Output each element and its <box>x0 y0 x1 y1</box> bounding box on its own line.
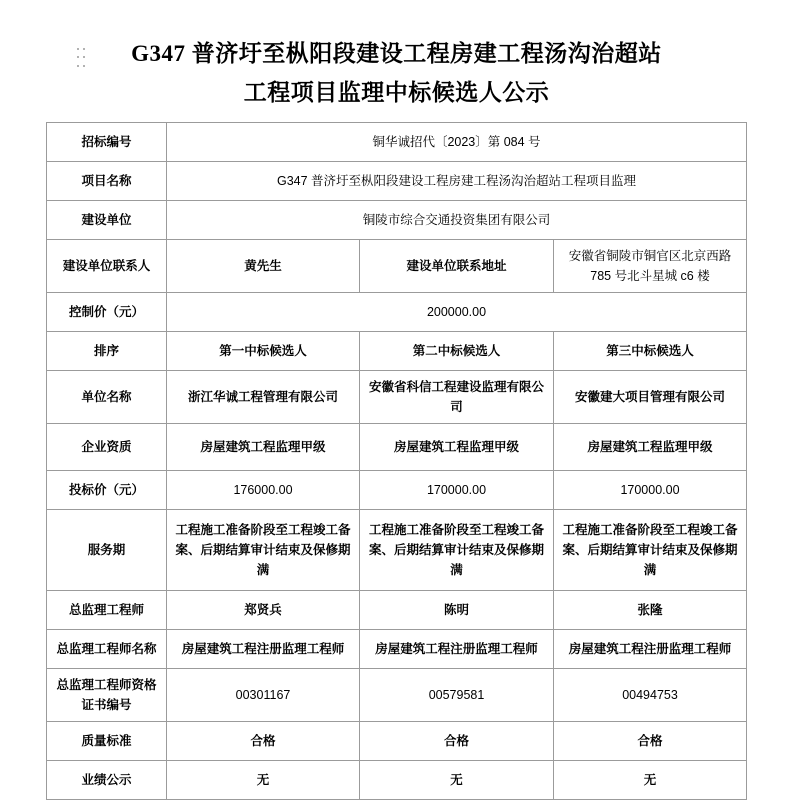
label-bid-price: 投标价（元） <box>47 471 167 510</box>
label-quality-standard: 质量标准 <box>47 722 167 761</box>
value-bid-price-1: 176000.00 <box>167 471 360 510</box>
table-row-chief-engineer-cert-name <box>47 630 747 669</box>
label-control-price: 控制价（元） <box>47 293 167 332</box>
value-cert-number-3: 00494753 <box>554 669 747 722</box>
label-performance: 业绩公示 <box>47 761 167 800</box>
value-chief-engineer-3: 张隆 <box>554 591 747 630</box>
value-bid-price-2: 170000.00 <box>360 471 554 510</box>
table-row-service-period <box>47 510 747 591</box>
value-ranking-2: 第二中标候选人 <box>360 332 554 371</box>
table-row-performance <box>47 761 747 800</box>
title-line-1: G347 普济圩至枞阳段建设工程房建工程汤沟治超站 <box>131 41 662 66</box>
value-company-name-3: 安徽建大项目管理有限公司 <box>554 371 747 424</box>
value-control-price: 200000.00 <box>167 293 747 332</box>
value-ranking-1: 第一中标候选人 <box>167 332 360 371</box>
label-company-name: 单位名称 <box>47 371 167 424</box>
label-cert-number: 总监理工程师资格证书编号 <box>47 669 167 722</box>
label-contact: 建设单位联系人 <box>47 240 167 293</box>
value-service-period-2: 工程施工准备阶段至工程竣工备案、后期结算审计结束及保修期满 <box>360 510 554 591</box>
label-project-name: 项目名称 <box>47 162 167 201</box>
value-performance-3: 无 <box>554 761 747 800</box>
label-qualification: 企业资质 <box>47 424 167 471</box>
value-chief-engineer-2: 陈明 <box>360 591 554 630</box>
table-row-contact <box>47 240 747 293</box>
value-quality-standard-3: 合格 <box>554 722 747 761</box>
label-ranking: 排序 <box>47 332 167 371</box>
label-chief-engineer-cert-name: 总监理工程师名称 <box>47 630 167 669</box>
table-row-ranking <box>47 332 747 371</box>
table-row-project-name <box>47 162 747 201</box>
value-company-name-1: 浙江华诚工程管理有限公司 <box>167 371 360 424</box>
value-performance-1: 无 <box>167 761 360 800</box>
value-cert-number-1: 00301167 <box>167 669 360 722</box>
table-row-construction-unit <box>47 201 747 240</box>
value-chief-engineer-cert-name-1: 房屋建筑工程注册监理工程师 <box>167 630 360 669</box>
value-project-name: G347 普济圩至枞阳段建设工程房建工程汤沟治超站工程项目监理 <box>167 162 747 201</box>
value-service-period-1: 工程施工准备阶段至工程竣工备案、后期结算审计结束及保修期满 <box>167 510 360 591</box>
document-title <box>0 0 793 112</box>
drag-handle-icon[interactable] <box>76 48 86 70</box>
title-line-2: 工程项目监理中标候选人公示 <box>243 80 550 105</box>
bid-candidates-table <box>46 122 747 800</box>
label-construction-unit: 建设单位 <box>47 201 167 240</box>
label-contact-address: 建设单位联系地址 <box>360 240 554 293</box>
value-service-period-3: 工程施工准备阶段至工程竣工备案、后期结算审计结束及保修期满 <box>554 510 747 591</box>
table-row-bid-number <box>47 123 747 162</box>
value-contact-address: 安徽省铜陵市铜官区北京西路 785 号北斗星城 c6 楼 <box>554 240 747 293</box>
value-qualification-3: 房屋建筑工程监理甲级 <box>554 424 747 471</box>
table-row-qualification <box>47 424 747 471</box>
value-quality-standard-1: 合格 <box>167 722 360 761</box>
value-performance-2: 无 <box>360 761 554 800</box>
table-row-quality-standard <box>47 722 747 761</box>
value-chief-engineer-cert-name-3: 房屋建筑工程注册监理工程师 <box>554 630 747 669</box>
table-row-bid-price <box>47 471 747 510</box>
value-qualification-1: 房屋建筑工程监理甲级 <box>167 424 360 471</box>
table-row-chief-engineer <box>47 591 747 630</box>
table-row-cert-number <box>47 669 747 722</box>
table-row-control-price <box>47 293 747 332</box>
value-chief-engineer-cert-name-2: 房屋建筑工程注册监理工程师 <box>360 630 554 669</box>
value-bid-number: 铜华诚招代〔2023〕第 084 号 <box>167 123 747 162</box>
value-cert-number-2: 00579581 <box>360 669 554 722</box>
value-company-name-2: 安徽省科信工程建设监理有限公司 <box>360 371 554 424</box>
value-contact: 黄先生 <box>167 240 360 293</box>
value-bid-price-3: 170000.00 <box>554 471 747 510</box>
value-qualification-2: 房屋建筑工程监理甲级 <box>360 424 554 471</box>
value-chief-engineer-1: 郑贤兵 <box>167 591 360 630</box>
label-chief-engineer: 总监理工程师 <box>47 591 167 630</box>
table-row-company-name <box>47 371 747 424</box>
value-quality-standard-2: 合格 <box>360 722 554 761</box>
value-ranking-3: 第三中标候选人 <box>554 332 747 371</box>
label-service-period: 服务期 <box>47 510 167 591</box>
value-construction-unit: 铜陵市综合交通投资集团有限公司 <box>167 201 747 240</box>
label-bid-number: 招标编号 <box>47 123 167 162</box>
